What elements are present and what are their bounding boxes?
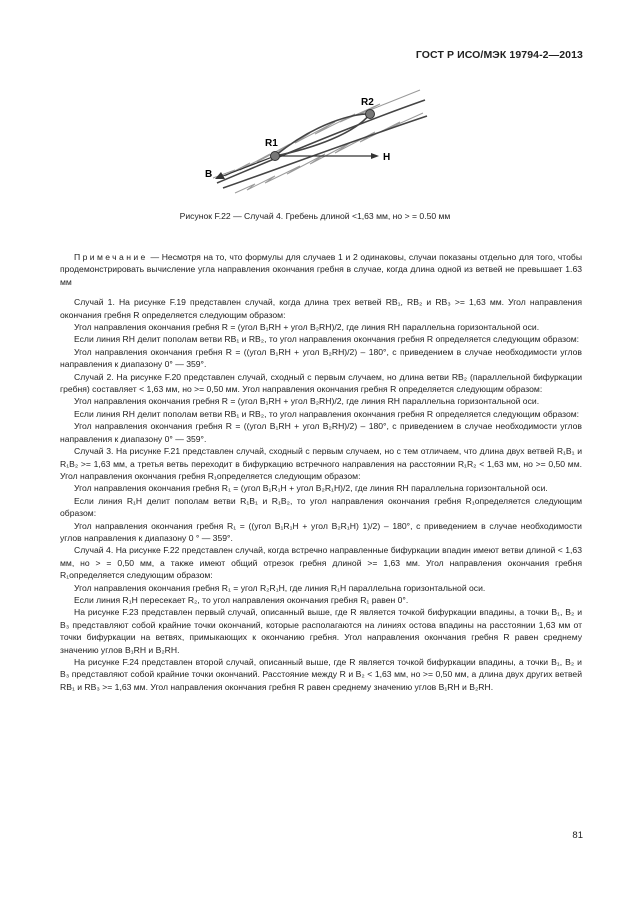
branch-upper [275, 114, 370, 156]
r1-label: R1 [265, 138, 278, 149]
hatch-upper [213, 90, 420, 178]
ridge-figure [195, 88, 435, 198]
paragraph: Если линия R₁H делит пополам ветви R₁B₁ и R₁B₂, то угол направления окончания гребня R₁определяется следующим образом: [60, 495, 582, 519]
body-text [60, 251, 582, 693]
figure-caption: Рисунок F.22 — Случай 4. Гребень длиной <1,63 мм, но > = 0.50 мм [179, 211, 451, 221]
paragraph: Случай 4. На рисунке F.22 представлен случай, когда встречно направленные бифуркации впадин имеют ветви длиной < 1,63 мм, но > = 0,50 мм, а также имеют общий отрезок гребня длиной >= 1,63 мм. Угол направления окончания гребня R₁определяется следующим образом: [60, 545, 582, 581]
paragraph: Случай 3. На рисунке F.21 представлен случай, сходный с первым случаем, но с тем отличаем, что длина двух ветвей R₁B₁ и R₁B₂ >= 1,63 мм, а третья ветвь переходит в бифуркацию встречного направления на расстоянии R₁R₂ < 1,63 мм, но >= 0,50 мм. Угол направления окончания гребня R₁определяется следующим образом: [60, 446, 582, 481]
paragraph: На рисунке F.23 представлен первый случай, описанный выше, где R является точкой бифуркации впадины, а точки B₁, B₂ и B₃ представляют собой крайние точки окончаний, которые располагаются на линиях остова впадины на расстоянии 1,63 мм от точки бифуркации на ветвях, примыкающих к окончанию гребня. Угол направления окончания гребня R равен среднему значению углов B₁RH и B₂RH. [60, 607, 582, 655]
r1-point [271, 152, 280, 161]
paragraph: Случай 1. На рисунке F.19 представлен случай, когда длина трех ветвей RB₁, RB₂ и RB₃ >= 1,63 мм. Угол направления окончания гребня R определяется следующим образом: [60, 297, 582, 320]
ridge-line-main [217, 100, 425, 183]
b-label: B [205, 169, 213, 180]
paragraph: Угол направления окончания гребня R₁ = ((угол B₁R₁H + угол B₂R₁H) 1)/2) – 180°, с приведением в случае необходимости углов направления к диапазону 0 ° — 359°. [60, 520, 582, 543]
r2-point [366, 110, 375, 119]
paragraph: Угол направления окончания гребня R = ((угол B₁RH + угол B₂RH)/2) – 180°, с приведением в случае необходимости углов направления к диапазону 0° — 359°. [60, 346, 582, 370]
page-number: 81 [572, 830, 583, 841]
paragraph: Угол направления окончания гребня R = (угол B₁RH + угол B₂RH)/2, где линия RH параллельна горизонтальной оси. [74, 322, 540, 333]
paragraph: На рисунке F.24 представлен второй случай, описанный выше, где R является точкой бифуркации впадины, а точки B₁, B₂ и B₃ представляют собой крайние точки окончаний. Расстояние между R и B₂ < 1,63 мм, но >= 0,50 мм, а длина двух других ветвей RB₁ и RB₃ >= 1,63 мм. Угол направления окончания гребня R равен среднему значению углов B₁RH и B₂RH. [60, 657, 582, 692]
paragraph: Угол направления окончания гребня R = (угол B₁RH + угол B₂RH)/2, где линия RH параллельна горизонтальной оси. [74, 396, 540, 407]
r2-label: R2 [361, 97, 374, 108]
paragraph: Если линия RH делит пополам ветви RB₁ и RB₂, то угол направления окончания гребня R определяется следующим образом: [74, 334, 580, 345]
h-label: H [383, 152, 391, 163]
branch-lower [275, 114, 370, 156]
note-text: — Несмотря на то, что формулы для случаев 1 и 2 одинаковы, случаи показаны отдельно для того, чтобы продемонстрировать вычисление угла направления окончания гребня в случае, когда длина одной из ветвей не превышает 1.63 мм [60, 252, 582, 287]
paragraph: Угол направления окончания гребня R₁ = (угол B₁R₁H + угол B₂R₁H)/2, где линия RH параллельна горизонтальной оси. [74, 483, 548, 494]
paragraph: Угол направления окончания гребня R₁ = угол R₂R₁H, где линия R₁H параллельна горизонтальной оси. [74, 582, 486, 593]
paragraph: Угол направления окончания гребня R = ((угол B₁RH + угол B₂RH)/2) – 180°, с приведением в случае необходимости углов направления к диапазону 0° — 359°. [60, 421, 582, 444]
paragraph: Если линия R₁H пересекает R₂, то угол направления окончания гребня R₁ равен 0°. [74, 594, 409, 605]
paragraph: Если линия RH делит пополам ветви RB₁ и RB₂, то угол направления окончания гребня R определяется следующим образом: [74, 408, 580, 419]
note-label: Примечание [74, 252, 148, 262]
h-arrowhead [371, 153, 379, 159]
paragraph: Случай 2. На рисунке F.20 представлен случай, сходный с первым случаем, но длина ветви RB₂ (параллельной бифуркации гребня) составляет < 1,63 мм, но >= 0,50 мм. Угол направления окончания гребня R определяется следующим образом: [60, 371, 582, 395]
note-paragraph [60, 251, 582, 288]
page-header: ГОСТ Р ИСО/МЭК 19794-2—2013 [415, 49, 583, 61]
